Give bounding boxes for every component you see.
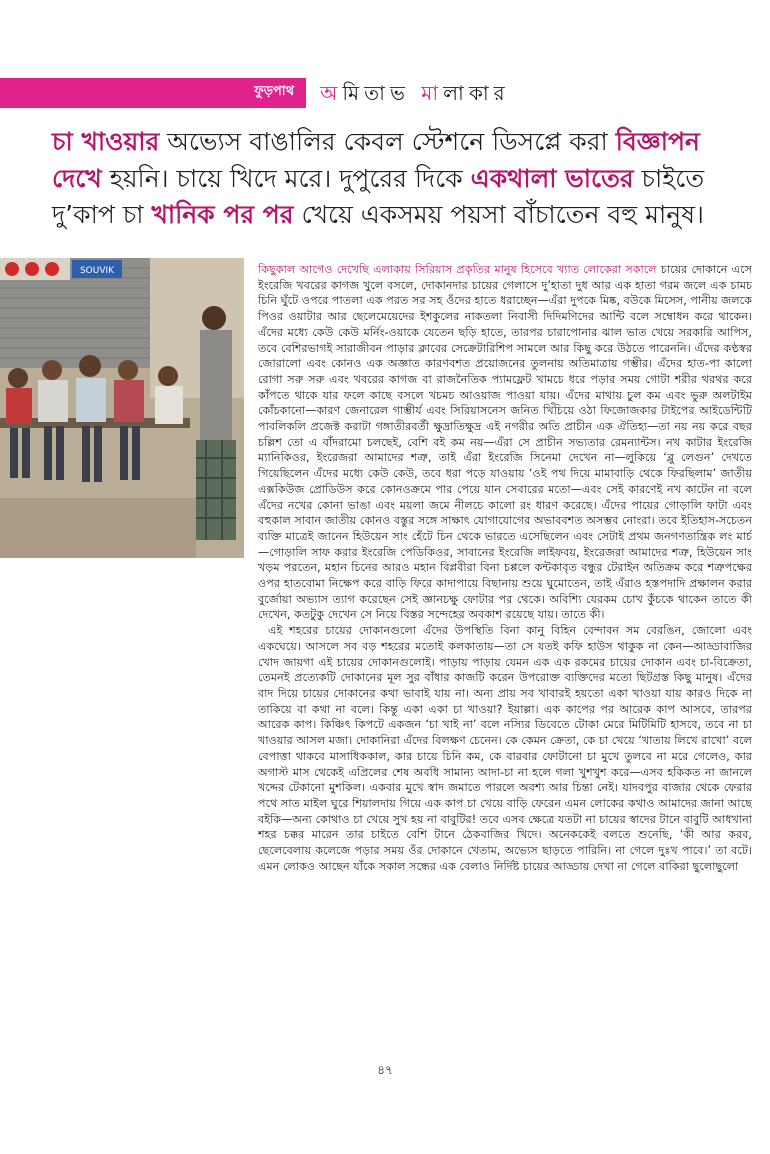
headline-text: হয়নি। চায়ে খিদে মরে। দুপুরের দিকে bbox=[101, 163, 471, 193]
headline-highlight: একথালা ভাতের bbox=[470, 163, 634, 193]
article-paragraph bbox=[258, 262, 752, 623]
article-paragraph: এই শহরের চায়ের দোকানগুলো এঁদের উপস্থিতি বিনা কানু বিহিন বেন্দাবন সম বেরঙিন, জোলো এবং একঘেয়ে। আসলে সব বড় শহরের মতোই কলকাতায়—তা সে যতই কফি হাউস থাকুক না কেন—আড্ডাবাজির খোদ জায়গা এই চায়ের দোকানগুলোই। পাড়ায় পাড়ায় যেমন এক এক রকমের চায়ের দোকান এবং চা-বিক্রেতা, তেমনই প্রত্যেকটি দোকানের মূল সুর বাঁধার কাজটি করেন উপরোক্ত ব্যক্তিদের মতো ছিটগ্রস্ত কিছু মানুষ। এঁদের বাদ দিয়ে চায়ের দোকানের কথা ভাবাই যায় না। অন্য প্রায় সব খাবারই হয়তো একা খাওয়া যায় কারও দিকে না তাকিয়ে বা কথা না বলে। কিন্তু একা একা চা খাওয়া? ইয়াল্লা। এক কাপের পর আরেক কাপ আসবে, তারপর আরেক কাপ। কিঞ্চিৎ কিপটে একজন ‘চা খাই না’ বলে নস্যির ডিবেতে টোকা মেরে মিটিমিটি হাসবে, তবে না চা খাওয়ার আসল মজা। দোকানিরা এঁদের বিলক্ষণ চেনেন। কে কেমন ক্রেতা, কে চা খেয়ে ‘খাতায় লিখে রাখো’ বলে বেপাত্তা থাকবে মাসাধিককাল, কার চায়ে চিনি কম, কে বারবার ফোটানো চা মুখে তুলবে না মরে গেলেও, কার অগাস্ট মাস থেকেই এপ্রিলের শেষ অবধি সামান্য আদা-চা না হলে গলা খুশখুশ করে—এসব হকিকত না জানলে খদ্দের টেকানো মুশকিল। একবার মুখে স্বাদ জমাতে পারলে অবশ্য আর চিন্তা নেই। যাদবপুর বাজার থেকে ফেরার পথে সাত মাইল ঘুরে শিয়ালদায় গিয়ে এক কাপ চা খেয়ে বাড়ি ফেরেন এমন লোকের কথাও আমাদের জানা আছে বইকি—অন্য কোথাও চা খেয়ে সুখ হয় না বাবুটির! তবে এসব ক্ষেত্রে যতটা না চায়ের স্বাদের টানে বাবুটি আধখানা শহর চক্কর মারেন তার চাইতে বেশি টানে ঠেকবাজির খিদে। অনেককেই বলতে শুনেছি, ‘কী আর করব, ছেলেবেলায় কলেজে পড়ার সময় ওঁর দোকানে খেতাম, অভ্যেস ছাড়তে পারিনি। না গেলে দুঃখ পাবে।’ তা বটে। এমন লোকও আছেন যাঁকে সকাল সন্ধের এক বেলাও নির্দিষ্ট চায়ের আড্ডায় দেখা না গেলে বাকিরা ছুলোছুলো bbox=[258, 624, 752, 873]
headline bbox=[52, 124, 742, 234]
article-body bbox=[258, 262, 752, 1062]
headline-highlight: খানিক পর পর bbox=[151, 200, 294, 229]
author-name-part: লাকার bbox=[443, 81, 510, 105]
headline-text: খেয়ে একসময় পয়সা বাঁচাতেন বহু মানুষ। bbox=[293, 200, 704, 229]
author-name-part: মিতাভ bbox=[342, 81, 422, 105]
tea-stall-photo bbox=[0, 258, 244, 558]
tea-stall-illustration bbox=[0, 258, 244, 558]
headline-highlight: চা খাওয়ার bbox=[52, 127, 160, 156]
author-initial-1: অ bbox=[320, 81, 343, 105]
page-number: ৪৭ bbox=[377, 1063, 393, 1077]
section-tag-band bbox=[0, 78, 306, 108]
article-text: চায়ের দোকানে এসে ইংরেজি খবরের কাগজ খুলে বসলে, দোকানদার চায়ের গেলাসে দু’হাতা দুধ আর এক হাতা গরম জলে এক চামচ চিনি ঘুঁটে ওপরে পাতলা এক পরত সর সহ ওঁদের হাতে ধরাচ্ছেন—এঁরা দুপকে মিষ্ক, বউকে মিসেস, পানীয় জলকে পিওর ওয়াটার আর ছেলেমেয়েদের ইশকুলের নাকতলা নিবাসী দিদিমণিদের আন্টি বলে সম্বোধন করে থাকেন। এঁদের মধ্যে কেউ কেউ মর্নিং-ওয়াকে যেতেন ছড়ি হাতে, তারপর চারাপোনার ঝাল ভাত খেয়ে সরকারি আপিস, তবে বেশিরভাগই সারাজীবন পাড়ার ক্লাবের সেক্রেটারিশিপ সামলে আর কিছু করে উঠতে পারেননি। এঁদের কণ্ঠস্বর জোরালো এবং কোনও এক অজ্ঞাত কারণবশত প্রয়োজনের তুলনায় অতিমাত্রায় গম্ভীর। এঁদের হাত-পা কালো রোগা সরু সরু এবং খবরের কাগজ বা রাজনৈতিক প্যামফ্লেট খামচে ধরে পড়ার সময় গোটা শরীর থরথর করে কাঁপতে থাকে যার ফলে কাছে বসলে খচমচ আওয়াজ পাওয়া যায়। এঁদের মাথায় চুল কম এবং ভুরু অলটাইম কোঁচকানো—কারণ জেনারেল গাম্ভীর্য এবং সিরিয়াসনেস জনিত খিঁচিয়ে ওঠা ফিজোজকার টাইপের আইডেন্টিটি পাবলিকলি প্রজেক্ট করাটা গঙ্গাতীরবর্তী ক্ষুদ্রাতিক্ষুদ্র এই নগরীর অতি প্রাচীন এক ঐতিহ্য—তা নয় নয় করে বছর চল্লিশ তো এ বাঁদরামো চলছেই, বেশি বই কম নয়—এঁরা সে প্রাচীন সভ্যতার রেমন্যান্টস। নখ কাটার ইংরেজি ম্যানিকিওর, ইংরেজরা আমাদের শত্রু, তাই এঁরা ইংরেজি সিনেমা দেখেন না—লুকিয়ে ‘ব্লু লেগুন’ দেখতে গিয়েছিলেন এঁদের মধ্যে কেউ কেউ, তবে ধরা পড়ে যাওয়ায় ‘ওই পথ দিয়ে মামাবাড়ি থেকে ফিরছিলাম’ জাতীয় এক্সকিউজ প্রোডিউস করে কোনওক্রমে পার পেয়ে যান সেবারের মতো—এবং সেই কারণেই নখ কাটেন না বলে এঁদের নখের কোনা ভাঙা এবং ময়লা জমে নীলচে কালো রং ধারণ করেছে। এঁদের পায়ের গোড়ালি ফাটা এবং বহুকাল সাবান জাতীয় কোনও বস্তুর সঙ্গে সাক্ষাৎ যোগাযোগের অভাববশত অসম্ভব নোংরা। তবে ইতিহাস-সচেতন ব্যক্তি মাত্রেই জানেন হিউয়েন সাং হেঁটে চিন থেকে ভারতে এসেছিলেন এবং সেটাই প্রথম জনগণতান্ত্রিক লং মার্চ—গোড়ালি সাফ করার ইংরেজি পেডিকিওর, সাবানের ইংরেজি লাইফবয়, ইংরেজরা আমাদের শত্রু, হিউয়েন সাং খড়ম পরতেন, মহান চিনের আরও মহান বিপ্লবীরা বিনা চপ্পলে কন্টকাবৃত বন্ধুর টেরাইন অতিক্রম করে শত্রুপক্ষের ওপর হাতবোমা নিক্ষেপ করে বাড়ি ফিরে কাদাপায়ে বিছানায় শুয়ে ঘুমোতেন, তাই এঁরাও হস্তপদাদি প্রক্ষালন করার বুর্জোয়া অভ্যাস ত্যাগ করেছেন সেই জ্ঞানচক্ষু ফোটার পর থেকে। অবিশ্যি যেরকম চোখ কুঁচকে থাকেন তাতে কী দেখেন, কতটুকু দেখেন সে নিয়ে বিস্তর সন্দেহের অবকাশ রয়েছে যায়। তাতে কী। bbox=[258, 263, 752, 622]
author-initial-2: মা bbox=[421, 81, 444, 105]
article-lead: কিছুকাল আগেও দেখেছি এলাকায় সিরিয়াস প্রকৃতির মানুষ হিসেবে খ্যাত লোকেরা সকালে bbox=[258, 263, 657, 276]
author-name bbox=[320, 78, 510, 108]
headline-text: চাইতে দু’কাপ চা bbox=[52, 163, 705, 229]
shop-sign: SOUVIK bbox=[79, 266, 115, 276]
section-tag: ফুড়পাথ bbox=[254, 84, 294, 99]
headline-highlight: বিজ্ঞাপন দেখে bbox=[52, 127, 700, 193]
headline-text: অভ্যেস বাঙালির কেবল স্টেশনে ডিসপ্লে করা bbox=[159, 127, 616, 156]
